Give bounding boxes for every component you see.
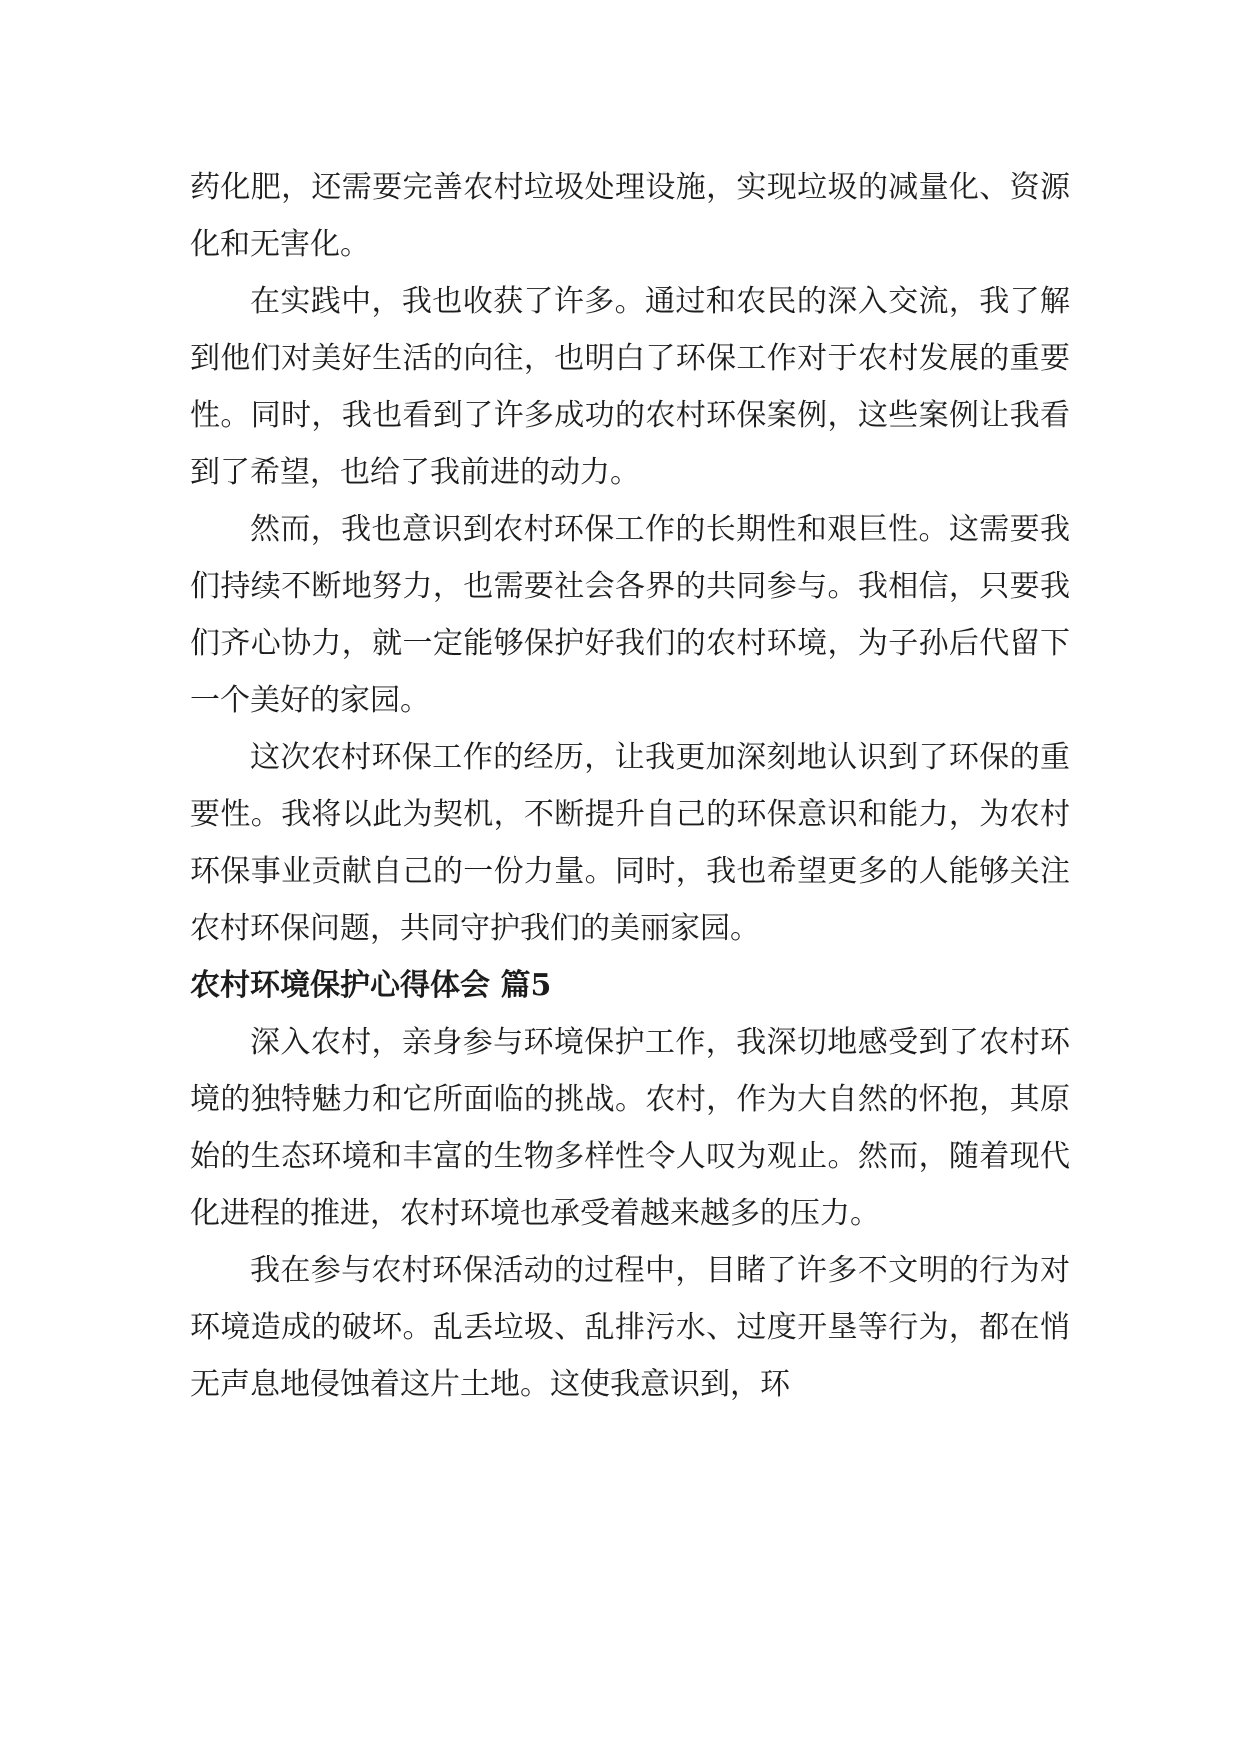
section-heading: 农村环境保护心得体会 篇5	[190, 968, 552, 1003]
document-body	[190, 159, 1070, 1413]
paragraph-long-term-work: 然而，我也意识到农村环保工作的长期性和艰巨性。这需要我们持续不断地努力，也需要社会各界的共同参与。我相信，只要我们齐心协力，就一定能够保护好我们的农村环境，为子孙后代留下一个美好的家园。	[190, 512, 1070, 718]
paragraph-experience-summary: 这次农村环保工作的经历，让我更加深刻地认识到了环保的重要性。我将以此为契机，不断提升自己的环保意识和能力，为农村环保事业贡献自己的一份力量。同时，我也希望更多的人能够关注农村环保问题，共同守护我们的美丽家园。	[190, 740, 1070, 946]
paragraph-rural-charm: 深入农村，亲身参与环境保护工作，我深切地感受到了农村环境的独特魅力和它所面临的挑战。农村，作为大自然的怀抱，其原始的生态环境和丰富的生物多样性令人叹为观止。然而，随着现代化进程的推进，农村环境也承受着越来越多的压力。	[190, 1025, 1070, 1231]
paragraph-practice-gains: 在实践中，我也收获了许多。通过和农民的深入交流，我了解到他们对美好生活的向往，也明白了环保工作对于农村发展的重要性。同时，我也看到了许多成功的农村环保案例，这些案例让我看到了希望，也给了我前进的动力。	[190, 284, 1070, 490]
paragraph-continued: 药化肥，还需要完善农村垃圾处理设施，实现垃圾的减量化、资源化和无害化。	[190, 170, 1070, 262]
paragraph-environmental-damage: 我在参与农村环保活动的过程中，目睹了许多不文明的行为对环境造成的破坏。乱丢垃圾、乱排污水、过度开垦等行为，都在悄无声息地侵蚀着这片土地。这使我意识到，环	[190, 1253, 1070, 1402]
